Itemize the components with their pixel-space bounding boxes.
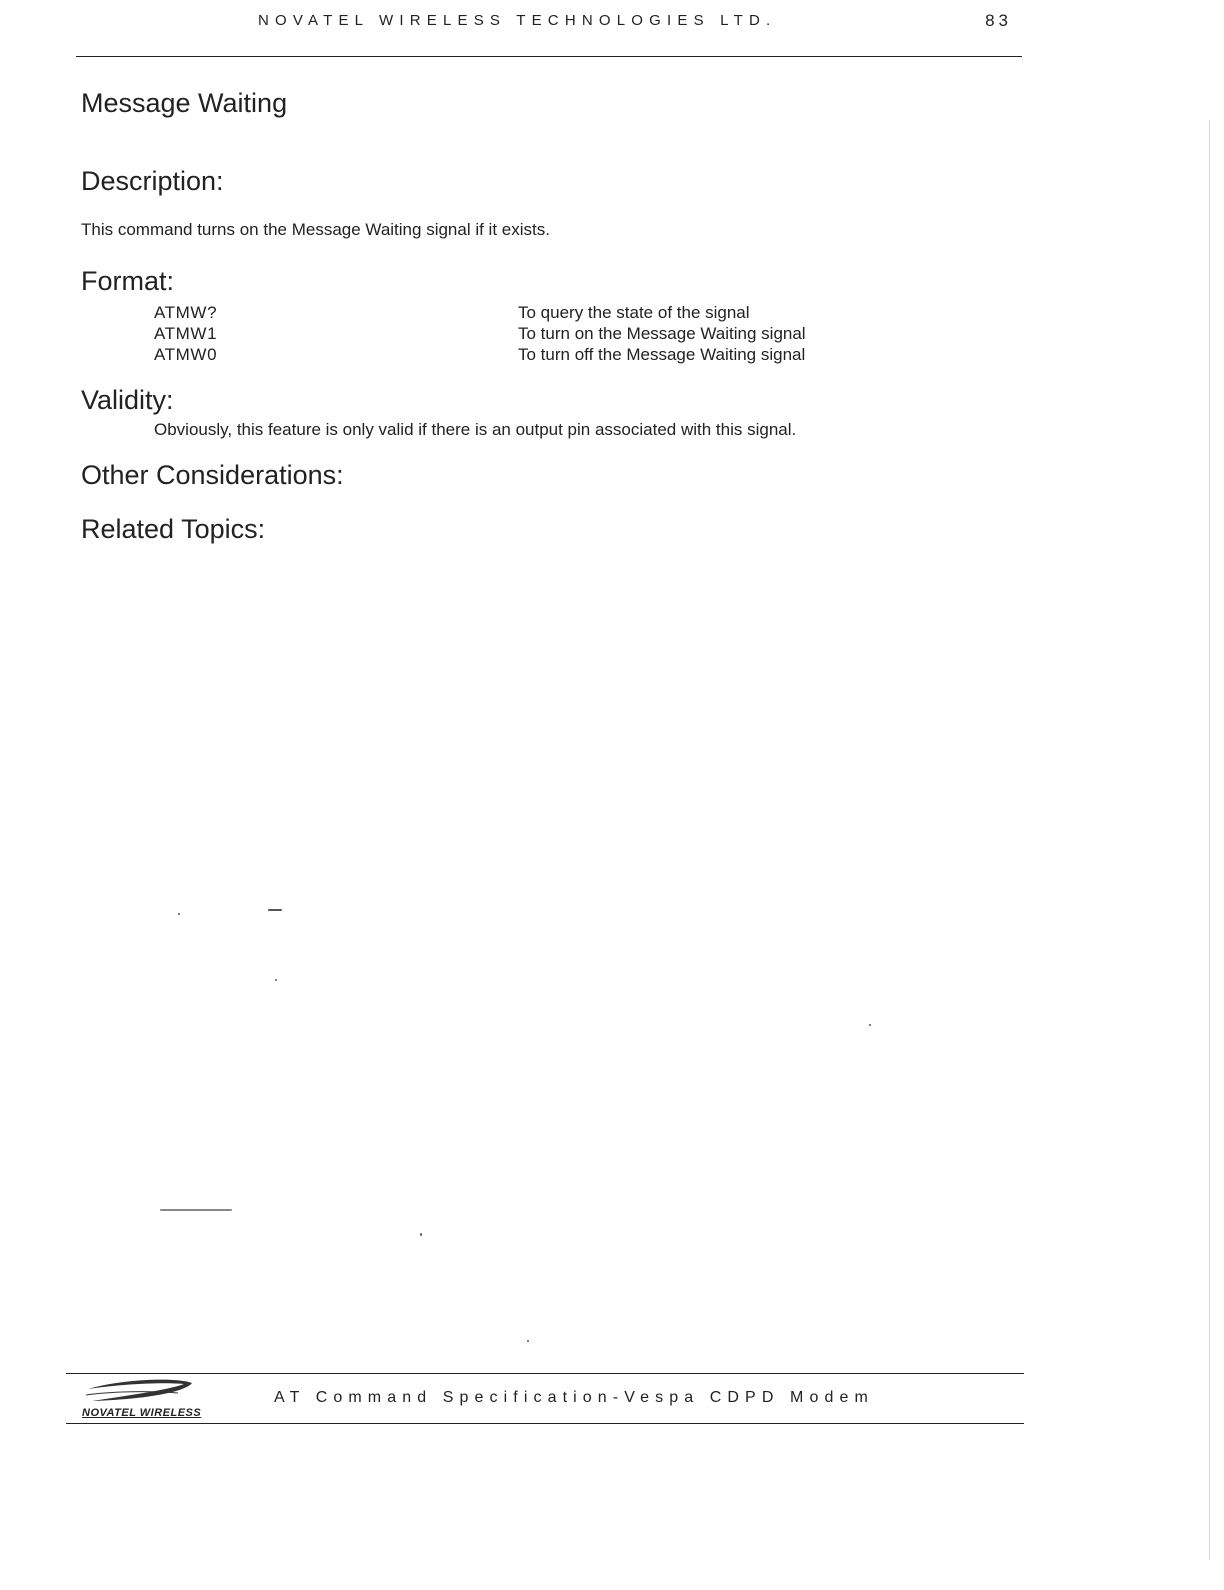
scan-speck xyxy=(275,979,277,981)
format-row xyxy=(154,344,806,365)
format-command: ATMW? xyxy=(154,303,218,322)
validity-heading: Validity: xyxy=(81,385,174,415)
page-header xyxy=(76,0,1022,57)
scan-page-edge xyxy=(1209,120,1210,1560)
format-description: To turn off the Message Waiting signal xyxy=(518,345,806,364)
scan-speck xyxy=(160,1209,232,1211)
footer-logo-text: NOVATEL WIRELESS xyxy=(82,1407,202,1419)
page-number: 83 xyxy=(985,11,1012,30)
header-company-name: NOVATEL WIRELESS TECHNOLOGIES LTD. xyxy=(258,12,777,29)
scan-speck xyxy=(178,913,180,915)
scan-speck xyxy=(420,1233,422,1236)
scan-speck xyxy=(527,1340,529,1342)
validity-text: Obviously, this feature is only valid if there is an output pin associated with this signal. xyxy=(154,420,797,439)
format-description: To query the state of the signal xyxy=(518,303,750,322)
format-row xyxy=(154,302,806,323)
page-title: Message Waiting xyxy=(81,88,288,118)
header-rule xyxy=(76,56,1022,57)
related-topics-heading: Related Topics: xyxy=(81,514,266,544)
format-command: ATMW0 xyxy=(154,345,218,364)
format-row xyxy=(154,323,806,344)
footer-title: AT Command Specification-Vespa CDPD Modem xyxy=(274,1389,874,1406)
description-text: This command turns on the Message Waiting signal if it exists. xyxy=(81,220,550,239)
description-heading: Description: xyxy=(81,166,224,196)
other-considerations-heading: Other Considerations: xyxy=(81,460,344,490)
format-description: To turn on the Message Waiting signal xyxy=(518,324,806,343)
format-table xyxy=(154,302,806,365)
format-heading: Format: xyxy=(81,266,175,296)
footer-bottom-rule xyxy=(66,1423,1024,1424)
footer-top-rule xyxy=(66,1373,1024,1374)
format-command: ATMW1 xyxy=(154,324,218,343)
scan-speck xyxy=(268,909,282,911)
scan-speck xyxy=(869,1024,871,1026)
